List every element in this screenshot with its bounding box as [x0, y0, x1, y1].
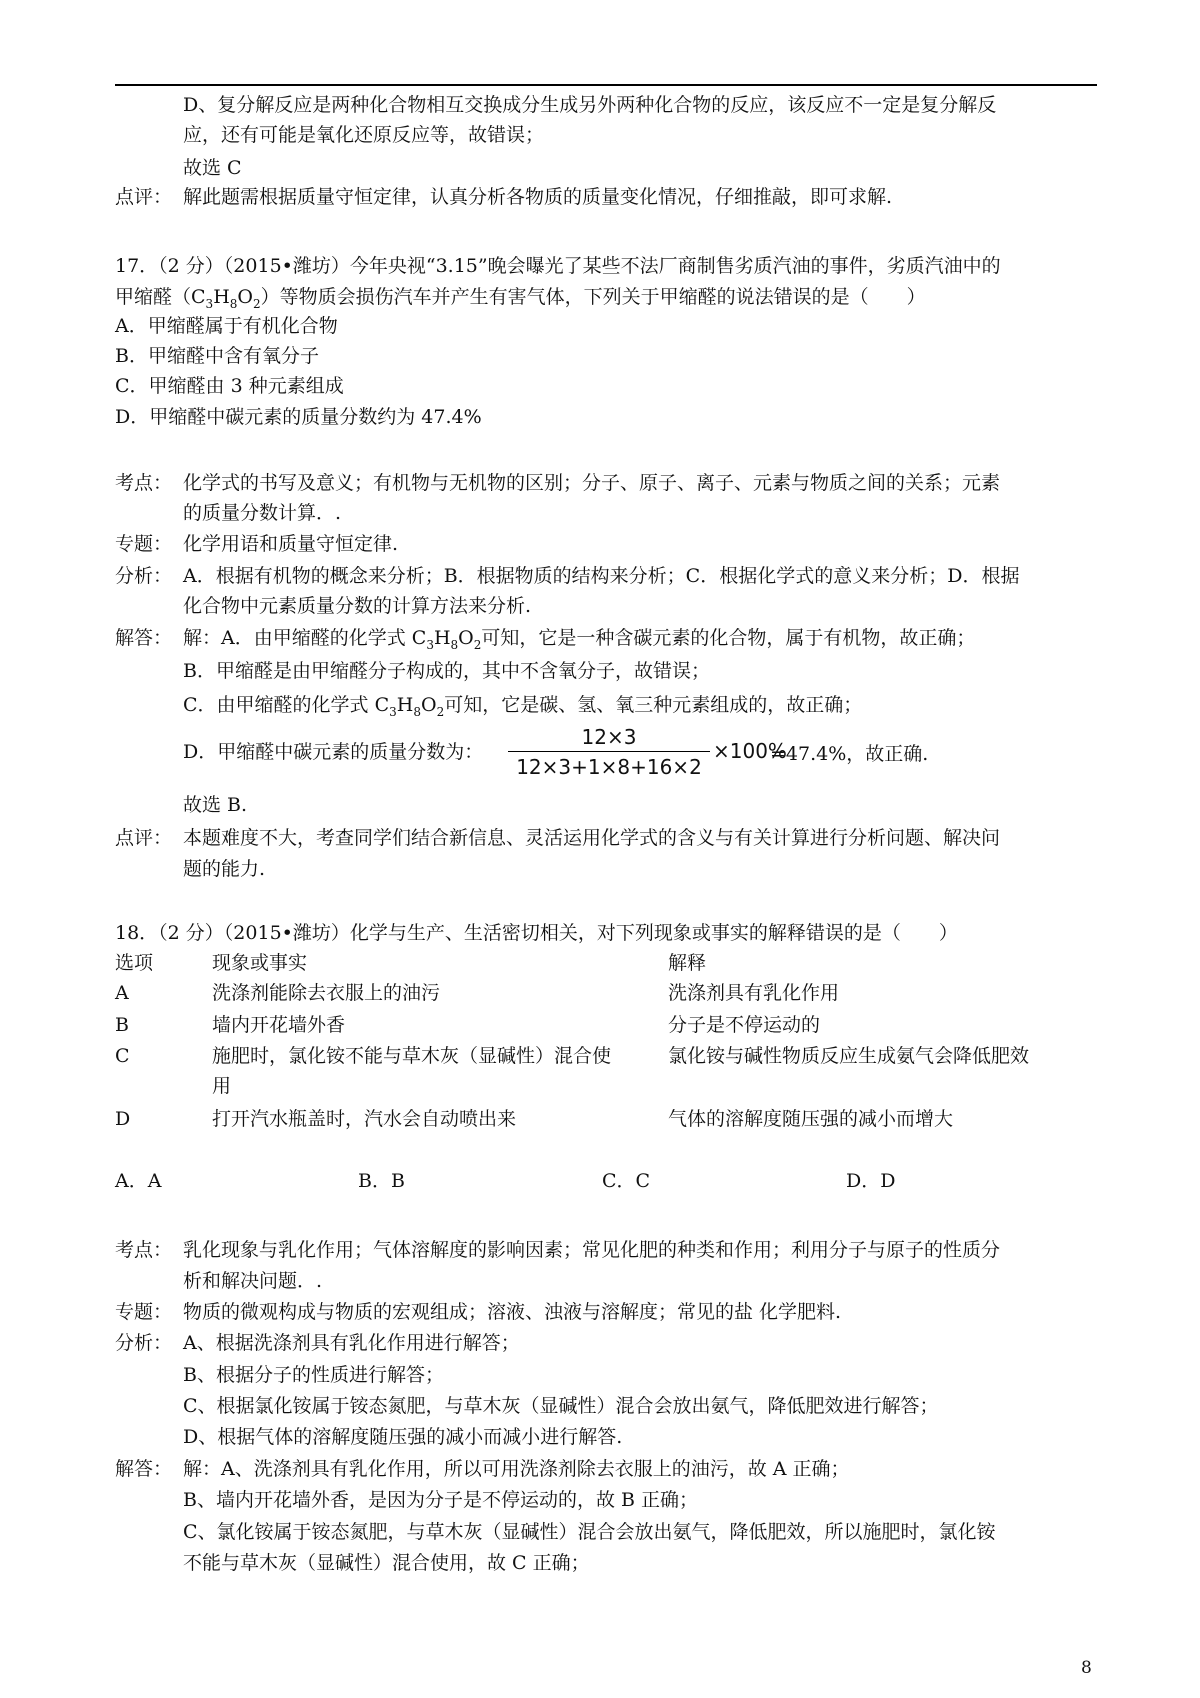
prev-option-d-line1: D、复分解反应是两种化合物相互交换成分生成另外两种化合物的反应，该反应不一定是复分解反	[183, 94, 997, 116]
q17-jieda-a: 解：A．由甲缩醛的化学式 $C_3H_8O_2$可知，它是一种含碳元素的化合物，属于有机物，故正确；	[183, 627, 976, 652]
q18-fenxi-a: A、根据洗涤剂具有乳化作用进行解答；	[183, 1332, 520, 1354]
table-header-option: 选项	[115, 952, 154, 974]
q17-option-c: C．甲缩醛由 3 种元素组成	[115, 375, 344, 397]
q17-kaodian-line1: 化学式的书写及意义；有机物与无机物的区别；分子、原子、离子、元素与物质之间的关系；元素	[183, 472, 1001, 494]
q18-kaodian-label: 考点：	[115, 1239, 173, 1261]
q18-jieda-label: 解答：	[115, 1458, 173, 1480]
table-row-b-option: B	[115, 1014, 129, 1036]
table-row-a-explanation: 洗涤剂具有乳化作用	[668, 982, 840, 1004]
table-row-c-phenomenon: 施肥时，氯化铵不能与草木灰（显碱性）混合使	[212, 1045, 612, 1067]
q17-fenxi-line2: 化合物中元素质量分数的计算方法来分析.	[183, 595, 532, 617]
formula-numerator: 12×3	[581, 725, 637, 749]
q17-answer: 故选 B.	[183, 794, 248, 816]
q17-jieda-d-suffix: =47.4%，故正确.	[770, 743, 929, 765]
q18-zhuanti-label: 专题：	[115, 1301, 173, 1323]
q18-jieda-a: 解：A、洗涤剂具有乳化作用，所以可用洗涤剂除去衣服上的油污，故 A 正确；	[183, 1458, 850, 1480]
q18-kaodian-line1: 乳化现象与乳化作用；气体溶解度的影响因素；常见化肥的种类和作用；利用分子与原子的性质分	[183, 1239, 1001, 1261]
q17-kaodian-line2: 的质量分数计算．.	[183, 502, 342, 524]
formula-denominator: 12×3+1×8+16×2	[516, 755, 702, 779]
q18-choice-c: C．C	[602, 1170, 651, 1192]
table-row-c-option: C	[115, 1045, 130, 1067]
q18-jieda-b: B、墙内开花墙外香，是因为分子是不停运动的，故 B 正确；	[183, 1489, 699, 1511]
q18-choice-a: A．A	[115, 1170, 162, 1192]
q18-fenxi-d: D、根据气体的溶解度随压强的减小而减小进行解答.	[183, 1426, 623, 1448]
q17-zhuanti-label: 专题：	[115, 533, 173, 555]
q18-stem: 18．（2 分）（2015•潍坊）化学与生产、生活密切相关，对下列现象或事实的解释错误的是（ ）	[115, 922, 958, 944]
q18-choice-d: D．D	[846, 1170, 896, 1192]
q17-dianping-label: 点评：	[115, 827, 173, 849]
q17-zhuanti: 化学用语和质量守恒定律.	[183, 533, 399, 555]
table-row-b-phenomenon: 墙内开花墙外香	[212, 1014, 346, 1036]
q17-jieda-b: B．甲缩醛是由甲缩醛分子构成的，其中不含氧分子，故错误；	[183, 660, 710, 682]
q18-choice-b: B．B	[358, 1170, 405, 1192]
prev-option-d-line2: 应，还有可能是氧化还原反应等，故错误；	[183, 124, 545, 146]
q17-jieda-c: C．由甲缩醛的化学式 $C_3H_8O_2$可知，它是碳、氢、氧三种元素组成的，故正确；	[183, 694, 863, 719]
table-row-d-phenomenon: 打开汽水瓶盖时，汽水会自动喷出来	[212, 1108, 517, 1130]
q17-option-d: D．甲缩醛中碳元素的质量分数约为 47.4%	[115, 406, 482, 428]
prev-answer: 故选 C	[183, 157, 242, 179]
prev-comment-label: 点评：	[115, 186, 173, 208]
q17-kaodian-label: 考点：	[115, 472, 173, 494]
table-row-a-phenomenon: 洗涤剂能除去衣服上的油污	[212, 982, 441, 1004]
formula-times-100: ×100%	[713, 739, 787, 763]
mass-fraction-formula	[508, 723, 710, 782]
q18-fenxi-c: C、根据氯化铵属于铵态氮肥，与草木灰（显碱性）混合会放出氨气，降低肥效进行解答；	[183, 1395, 939, 1417]
q17-fenxi-line1: A．根据有机物的概念来分析；B．根据物质的结构来分析；C．根据化学式的意义来分析；D．根据	[183, 565, 1020, 587]
table-header-phenomenon: 现象或事实	[212, 952, 308, 974]
q17-jieda-label: 解答：	[115, 627, 173, 649]
table-row-c-phenomenon-cont: 用	[212, 1075, 232, 1097]
q17-dianping-line1: 本题难度不大，考查同学们结合新信息、灵活运用化学式的含义与有关计算进行分析问题、解决问	[183, 827, 1001, 849]
table-row-d-option: D	[115, 1108, 131, 1130]
q17-option-a: A．甲缩醛属于有机化合物	[115, 315, 338, 337]
q17-option-b: B．甲缩醛中含有氧分子	[115, 345, 319, 367]
q17-stem-line2: 甲缩醛$(C_3H_8O_2)$等物质会损伤汽车并产生有害气体，下列关于甲缩醛的说法错误的是（ ）	[115, 286, 926, 311]
q18-kaodian-line2: 析和解决问题．.	[183, 1270, 323, 1292]
prev-comment: 解此题需根据质量守恒定律，认真分析各物质的质量变化情况，仔细推敲，即可求解.	[183, 186, 893, 208]
table-row-a-option: A	[115, 982, 129, 1004]
q18-zhuanti: 物质的微观构成与物质的宏观组成；溶液、浊液与溶解度；常见的盐 化学肥料.	[183, 1301, 842, 1323]
q17-fenxi-label: 分析：	[115, 565, 173, 587]
q17-stem-line1: 17．（2 分）（2015•潍坊）今年央视“3.15”晚会曝光了某些不法厂商制售劣质汽油的事件，劣质汽油中的	[115, 255, 1001, 277]
q18-fenxi-b: B、根据分子的性质进行解答；	[183, 1364, 444, 1386]
header-rule	[115, 84, 1097, 86]
table-header-explanation: 解释	[668, 952, 707, 974]
q17-jieda-d-prefix: D．甲缩醛中碳元素的质量分数为：	[183, 741, 484, 763]
q17-dianping-line2: 题的能力.	[183, 858, 266, 880]
q18-jieda-c-line1: C、氯化铵属于铵态氮肥，与草木灰（显碱性）混合会放出氨气，降低肥效，所以施肥时，氯化铵	[183, 1521, 996, 1543]
q18-jieda-c-line2: 不能与草木灰（显碱性）混合使用，故 C 正确；	[183, 1552, 590, 1574]
table-row-d-explanation: 气体的溶解度随压强的减小而增大	[668, 1108, 954, 1130]
q18-fenxi-label: 分析：	[115, 1332, 173, 1354]
table-row-c-explanation: 氯化铵与碱性物质反应生成氨气会降低肥效	[668, 1045, 1030, 1067]
page-number: 8	[1081, 1658, 1092, 1678]
table-row-b-explanation: 分子是不停运动的	[668, 1014, 821, 1036]
